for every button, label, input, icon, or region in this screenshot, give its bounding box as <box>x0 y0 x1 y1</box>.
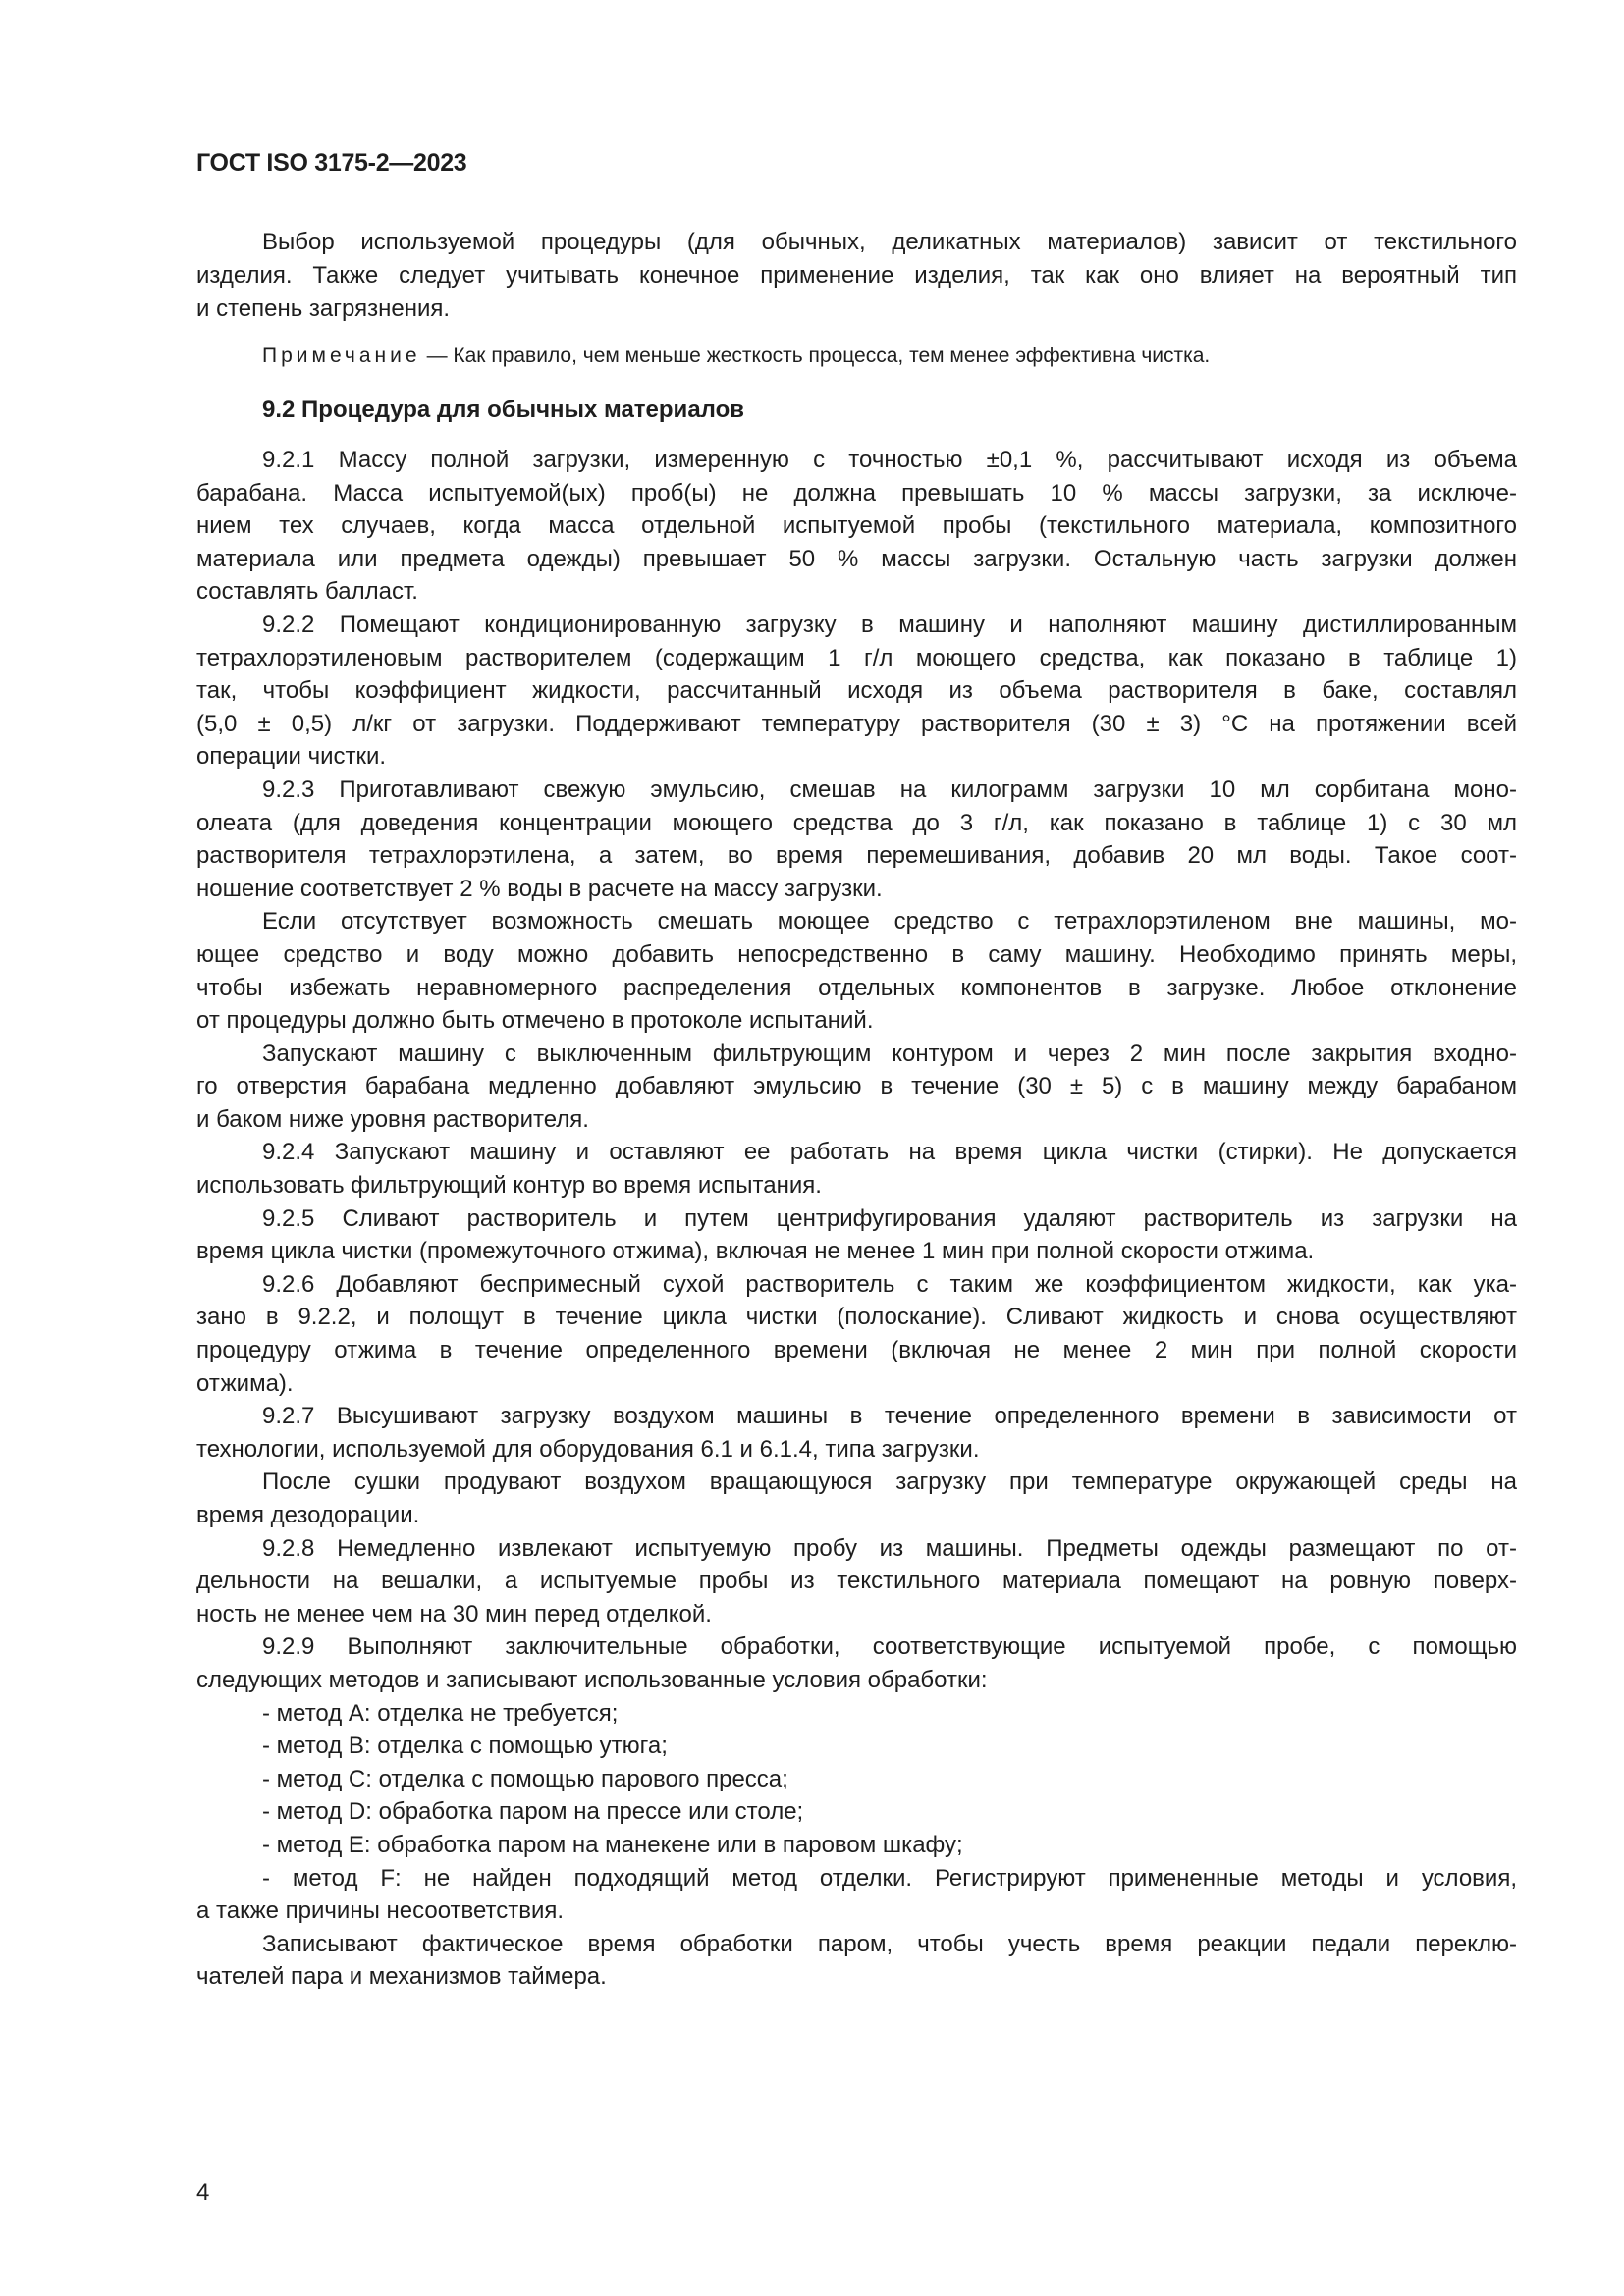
document-code-header: ГОСТ ISO 3175-2—2023 <box>196 149 467 177</box>
text-line: и баком ниже уровня растворителя. <box>196 1105 589 1133</box>
text-line: 9.2.6 Добавляют беспримесный сухой растворитель с таким же коэффициентом жидкости, как ука- <box>262 1270 1517 1298</box>
list-item <box>196 1697 1517 1731</box>
text-line: операции чистки. <box>196 743 387 771</box>
text-line: 9.2.1 Массу полной загрузки, измеренную с точностью ±0,1 %, рассчитывают исходя из объема <box>262 447 1517 473</box>
intro-paragraph <box>196 226 1517 326</box>
text-line: го отверстия барабана медленно добавляют эмульсию в течение (30 ± 5) с в машину между барабаном <box>196 1073 1517 1100</box>
note-label: Примечание <box>262 345 421 367</box>
text-line: составлять балласт. <box>196 578 418 606</box>
paragraph <box>196 1400 1517 1466</box>
text-line: После сушки продувают воздухом вращающуюся загрузку при температуре окружающей среды на <box>262 1468 1517 1496</box>
text-line: отжима). <box>196 1369 294 1397</box>
text-line: барабана. Масса испытуемой(ых) проб(ы) не должна превышать 10 % массы загрузки, за исключе- <box>196 479 1517 507</box>
list-item <box>196 1763 1517 1796</box>
text-line: Выбор используемой процедуры (для обычных, деликатных материалов) зависит от текстильного <box>262 229 1517 255</box>
text-line: Записывают фактическое время обработки паром, чтобы учесть время реакции педали переклю- <box>262 1930 1517 1957</box>
text-line: 9.2.9 Выполняют заключительные обработки, соответствующие испытуемой пробе, с помощью <box>262 1633 1517 1661</box>
text-line: - метод Е: обработка паром на манекене или в паровом шкафу; <box>262 1831 963 1858</box>
text-line: нием тех случаев, когда масса отдельной испытуемой пробы (текстильного материала, композитного <box>196 512 1517 540</box>
text-line: чтобы избежать неравномерного распределения отдельных компонентов в загрузке. Любое отклонение <box>196 974 1517 1001</box>
text-line: а также причины несоответствия. <box>196 1897 565 1925</box>
text-line: дельности на вешалки, а испытуемые пробы из текстильного материала помещают на ровную поверх- <box>196 1568 1517 1595</box>
text-line: 9.2.7 Высушивают загрузку воздухом машины в течение определенного времени в зависимости от <box>262 1403 1517 1430</box>
text-line: 9.2.2 Помещают кондиционированную загрузку в машину и наполняют машину дистиллированным <box>262 611 1517 638</box>
paragraph <box>196 1268 1517 1400</box>
paragraph <box>196 609 1517 774</box>
paragraph <box>196 444 1517 609</box>
paragraph <box>196 1466 1517 1531</box>
paragraph <box>196 905 1517 1037</box>
list-item <box>196 1862 1517 1928</box>
page-number: 4 <box>196 2179 210 2206</box>
text-line: ющее средство и воду можно добавить непосредственно в саму машину. Необходимо принять меры, <box>196 940 1517 968</box>
text-line: время дезодорации. <box>196 1502 420 1528</box>
list-item <box>196 1829 1517 1862</box>
section-body <box>196 444 1517 1994</box>
text-line: 9.2.8 Немедленно извлекают испытуемую пробу из машины. Предметы одежды размещают по от- <box>262 1534 1517 1562</box>
text-line: (5,0 ± 0,5) л/кг от загрузки. Поддерживают температуру растворителя (30 ± 3) °С на протяжении всей <box>196 710 1517 737</box>
text-line: технологии, используемой для оборудования 6.1 и 6.1.4, типа загрузки. <box>196 1435 980 1463</box>
paragraph <box>196 774 1517 905</box>
text-line: следующих методов и записывают использованные условия обработки: <box>196 1666 988 1693</box>
text-line: так, чтобы коэффициент жидкости, рассчитанный исходя из объема растворителя в баке, составлял <box>196 677 1517 705</box>
text-line: процедуру отжима в течение определенного времени (включая не менее 2 мин при полной скорости <box>196 1337 1517 1364</box>
text-line: чателей пара и механизмов таймера. <box>196 1963 607 1991</box>
text-line: материала или предмета одежды) превышает 50 % массы загрузки. Остальную часть загрузки должен <box>196 545 1517 572</box>
text-line: от процедуры должно быть отмечено в протоколе испытаний. <box>196 1007 874 1035</box>
list-item <box>196 1795 1517 1829</box>
paragraph <box>196 1038 1517 1137</box>
text-line: 9.2.4 Запускают машину и оставляют ее работать на время цикла чистки (стирки). Не допускается <box>262 1139 1517 1166</box>
text-line: Запускают машину с выключенным фильтрующим контуром и через 2 мин после закрытия входно- <box>262 1040 1517 1067</box>
text-line: - метод А: отделка не требуется; <box>262 1699 619 1727</box>
text-line: и степень загрязнения. <box>196 295 451 322</box>
text-line: 9.2.3 Приготавливают свежую эмульсию, смешав на килограмм загрузки 10 мл сорбитана моно- <box>262 775 1517 803</box>
text-line: использовать фильтрующий контур во время испытания. <box>196 1172 822 1200</box>
paragraph <box>196 1136 1517 1201</box>
text-line: время цикла чистки (промежуточного отжима), включая не менее 1 мин при полной скорости отжима. <box>196 1238 1315 1265</box>
text-line: ношение соответствует 2 % воды в расчете на массу загрузки. <box>196 875 883 902</box>
note-text: — Как правило, чем меньше жесткость процесса, тем менее эффективна чистка. <box>426 345 1211 367</box>
text-line: олеата (для доведения концентрации моющего средства до 3 г/л, как показано в таблице 1) с 30 мл <box>196 809 1517 836</box>
paragraph <box>196 1202 1517 1268</box>
section-heading: 9.2 Процедура для обычных материалов <box>262 397 745 423</box>
paragraph <box>196 1630 1517 1696</box>
note <box>262 340 1210 373</box>
text-line: - метод С: отделка с помощью парового пресса; <box>262 1765 788 1792</box>
text-line: растворителя тетрахлорэтилена, а затем, во время перемешивания, добавив 20 мл воды. Такое соот- <box>196 842 1517 870</box>
text-line: тетрахлорэтиленовым растворителем (содержащим 1 г/л моющего средства, как показано в таблице 1) <box>196 644 1517 671</box>
text-line: Если отсутствует возможность смешать моющее средство с тетрахлорэтиленом вне машины, мо- <box>262 908 1517 935</box>
text-line: - метод F: не найден подходящий метод отделки. Регистрируют примененные методы и условия, <box>262 1864 1517 1892</box>
text-line: - метод В: отделка с помощью утюга; <box>262 1733 668 1760</box>
text-line: ность не менее чем на 30 мин перед отделкой. <box>196 1600 712 1628</box>
text-line: зано в 9.2.2, и полощут в течение цикла чистки (полоскание). Сливают жидкость и снова осуществляют <box>196 1304 1517 1331</box>
paragraph <box>196 226 1517 326</box>
list-item <box>196 1730 1517 1763</box>
text-line: 9.2.5 Сливают растворитель и путем центрифугирования удаляют растворитель из загрузки на <box>262 1204 1517 1232</box>
paragraph <box>196 1532 1517 1631</box>
paragraph <box>196 1928 1517 1994</box>
text-line: - метод D: обработка паром на прессе или столе; <box>262 1798 804 1826</box>
text-line: изделия. Также следует учитывать конечное применение изделия, так как оно влияет на вероятный тип <box>196 262 1517 289</box>
